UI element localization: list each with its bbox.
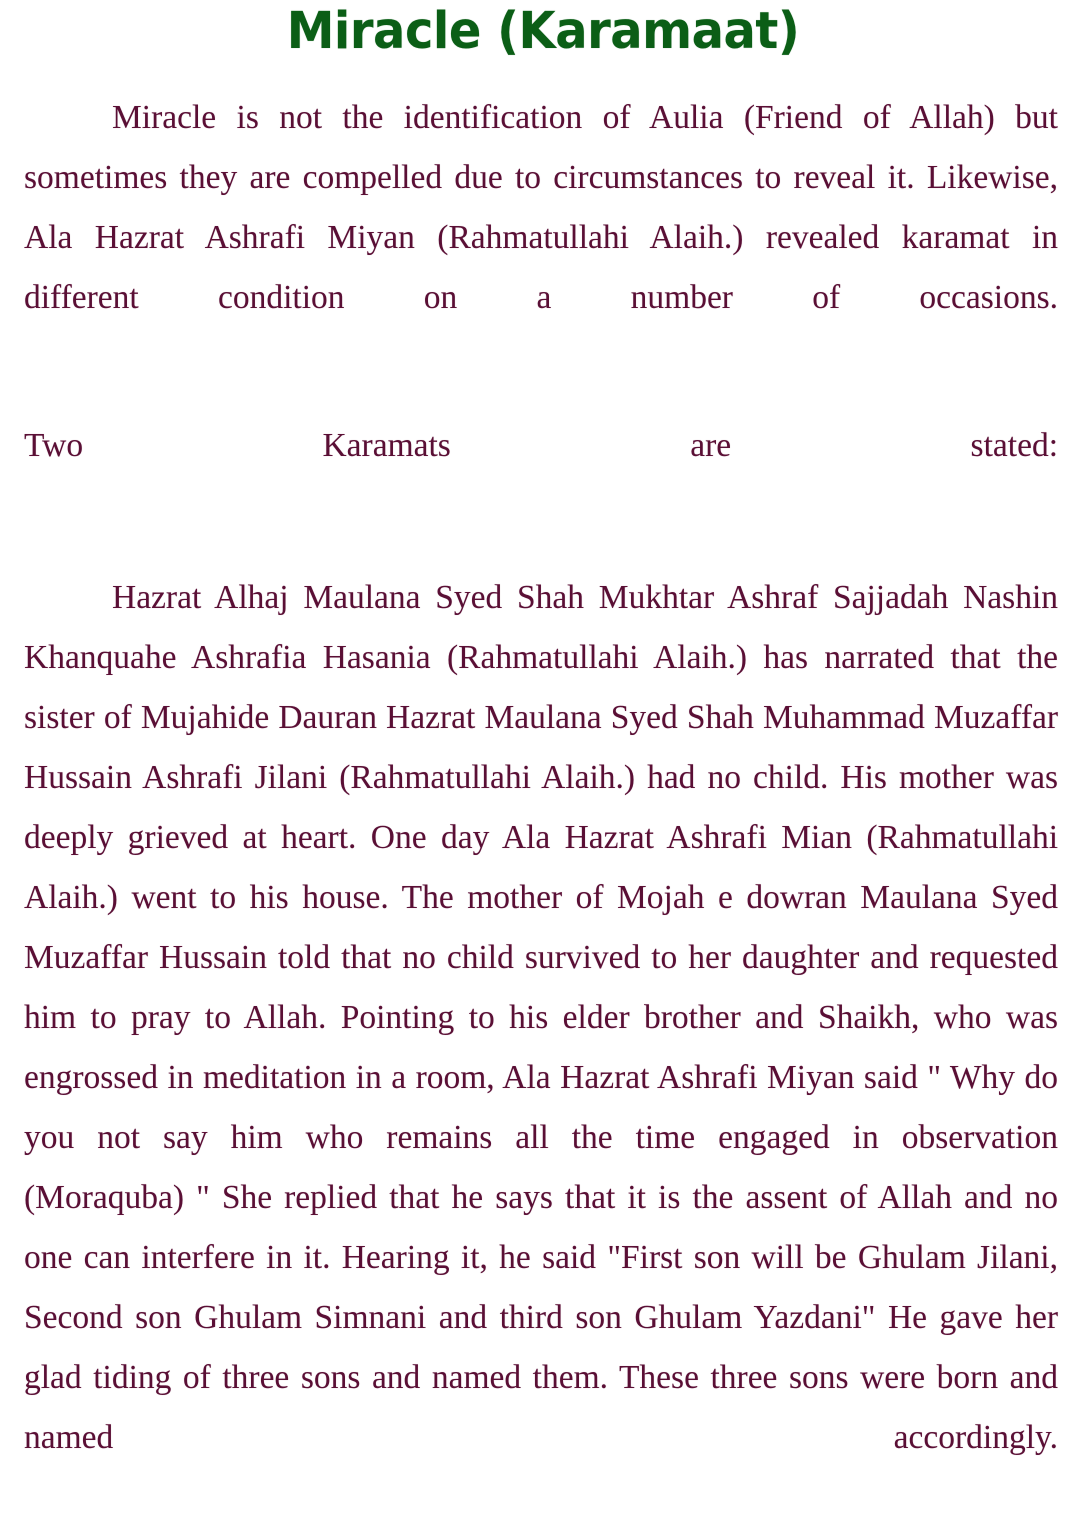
page-title: Miracle (Karamaat): [286, 2, 800, 61]
document-body: [0, 88, 1086, 1528]
paragraph-intro: Miracle is not the identification of Aulia (Friend of Allah) but sometimes they are compelled due to circumstances to reveal it. Likewise, Ala Hazrat Ashrafi Miyan (Rahmatullahi Alaih.) revealed karamat in different condition on a number of occasions.: [24, 99, 1058, 316]
paragraph-lead-in: Two Karamats are stated:: [24, 427, 1058, 464]
paragraph-first-karamat: Hazrat Alhaj Maulana Syed Shah Mukhtar Ashraf Sajjadah Nashin Khanquahe Ashrafia Hasania (Rahmatullahi Alaih.) has narrated that the sister of Mujahide Dauran Hazrat Maulana Syed Shah Muhammad Muzaffar Hussain Ashrafi Jilani (Rahmatullahi Alaih.) had no child. His mother was deeply grieved at heart. One day Ala Hazrat Ashrafi Mian (Rahmatullahi Alaih.) went to his house. The mother of Mojah e dowran Maulana Syed Muzaffar Hussain told that no child survived to her daughter and requested him to pray to Allah. Pointing to his elder brother and Shaikh, who was engrossed in meditation in a room, Ala Hazrat Ashrafi Miyan said " Why do you not say him who remains all the time engaged in observation (Moraquba) " She replied that he says that it is the assent of Allah and no one can interfere in it. Hearing it, he said "First son will be Ghulam Jilani, Second son Ghulam Simnani and third son Ghulam Yazdani" He gave her glad tiding of three sons and named them. These three sons were born and named accordingly.: [24, 579, 1058, 1456]
